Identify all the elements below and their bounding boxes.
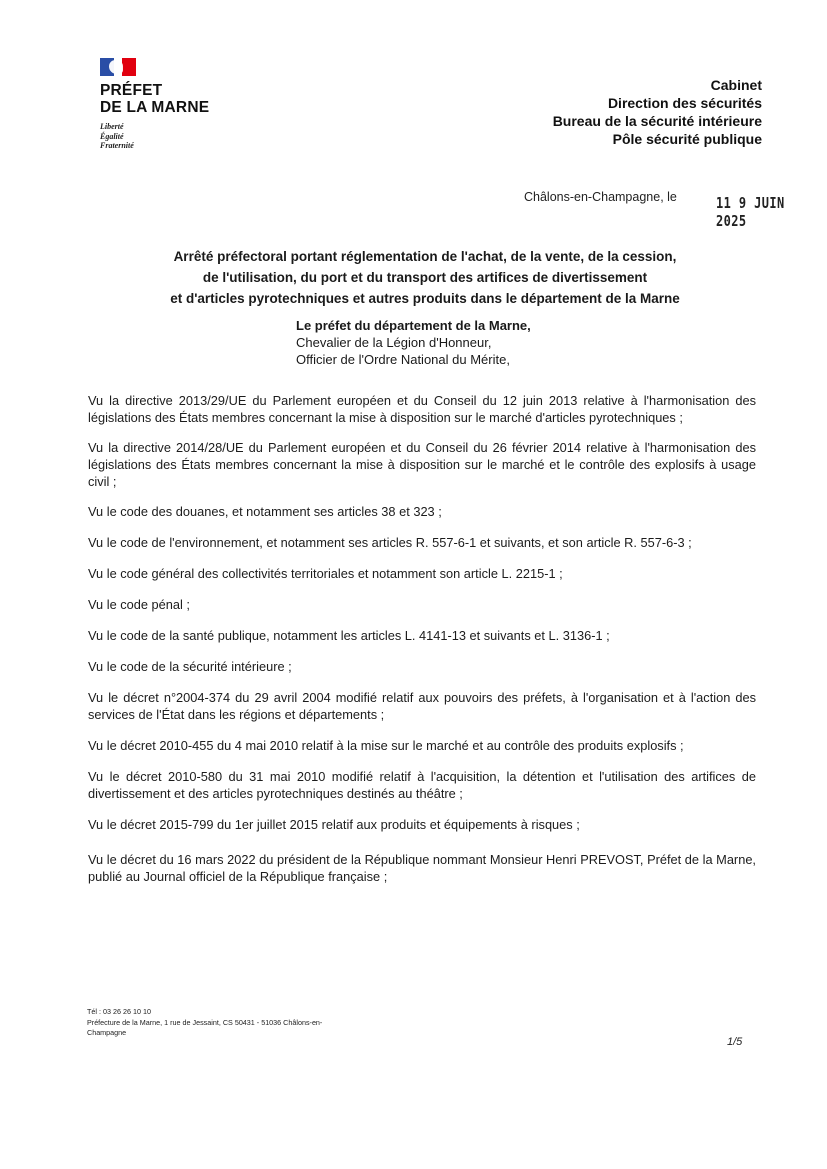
prefect-block	[296, 317, 576, 368]
decree-title-line1: Arrêté préfectoral portant réglementation de l'achat, de la vente, de la cession,	[173, 249, 677, 264]
visa-item: Vu le code de l'environnement, et notamment ses articles R. 557-6-1 et suivants, et son article R. 557-6-3 ;	[88, 535, 692, 550]
visa-item: Vu le décret du 16 mars 2022 du président de la République nommant Monsieur Henri PREVOST, Préfet de la Marne, publié au Journal officiel de la République française ;	[88, 852, 756, 884]
service-cabinet: Cabinet	[710, 77, 762, 93]
date-stamp: 11 9 JUIN 2025	[716, 194, 785, 230]
prefect-honor-2: Officier de l'Ordre National du Mérite,	[296, 352, 510, 367]
issuing-service	[553, 76, 762, 148]
prefecture-logo	[100, 58, 240, 151]
date-place: Châlons-en-Champagne, le	[524, 190, 677, 204]
visa-item: Vu le décret 2015-799 du 1er juillet 2015 relatif aux produits et équipements à risques ;	[88, 817, 580, 832]
footer-address-2: Champagne	[87, 1028, 127, 1037]
visa-item: Vu le code de la santé publique, notamment les articles L. 4141-13 et suivants et L. 3136-1 ;	[88, 628, 610, 643]
service-direction: Direction des sécurités	[607, 95, 762, 111]
page-number: 1/5	[727, 1036, 743, 1048]
visa-item: Vu la directive 2014/28/UE du Parlement européen et du Conseil du 26 février 2014 relative à l'harmonisation des législations des États membres concernant la mise à disposition sur le marché et le contrôle des explosifs à usage civil ;	[88, 440, 756, 489]
prefect-title: Le préfet du département de la Marne,	[296, 318, 531, 333]
service-bureau: Bureau de la sécurité intérieure	[552, 113, 762, 129]
decree-title	[90, 246, 760, 309]
visa-list	[88, 392, 756, 885]
logo-title-line1: PRÉFET	[100, 82, 163, 99]
prefect-honor-1: Chevalier de la Légion d'Honneur,	[296, 335, 492, 350]
visa-item: Vu la directive 2013/29/UE du Parlement européen et du Conseil du 12 juin 2013 relative à l'harmonisation des législations des États membres concernant la mise à disposition sur le marché d'articles pyrotechniques ;	[88, 393, 756, 425]
service-pole: Pôle sécurité publique	[612, 131, 762, 147]
motto-liberte: Liberté	[100, 122, 124, 131]
visa-item: Vu le décret 2010-455 du 4 mai 2010 relatif à la mise sur le marché et au contrôle des produits explosifs ;	[88, 738, 684, 753]
footer-contact	[87, 1007, 322, 1039]
motto-fraternite: Fraternité	[100, 141, 134, 150]
visa-item: Vu le code général des collectivités territoriales et notamment son article L. 2215-1 ;	[88, 566, 563, 581]
logo-title-line2: DE LA MARNE	[100, 99, 210, 116]
visa-item: Vu le code de la sécurité intérieure ;	[88, 659, 292, 674]
marianne-flag-icon	[100, 58, 136, 76]
visa-item: Vu le décret n°2004-374 du 29 avril 2004 modifié relatif aux pouvoirs des préfets, à l'organisation et à l'action des services de l'État dans les régions et départements ;	[88, 690, 756, 722]
footer-address-1: Préfecture de la Marne, 1 rue de Jessaint, CS 50431 - 51036 Châlons-en-	[87, 1017, 323, 1027]
footer-tel: Tél : 03 26 26 10 10	[87, 1007, 151, 1016]
decree-title-line2: de l'utilisation, du port et du transport des artifices de divertissement	[202, 270, 648, 285]
visa-item: Vu le code pénal ;	[88, 597, 190, 612]
motto-egalite: Égalité	[100, 131, 124, 141]
visa-item: Vu le code des douanes, et notamment ses articles 38 et 323 ;	[88, 504, 442, 519]
visa-item: Vu le décret 2010-580 du 31 mai 2010 modifié relatif à l'acquisition, la détention et l'utilisation des artifices de divertissement et des articles pyrotechniques destinés au théâtre ;	[88, 769, 756, 801]
decree-title-line3: et d'articles pyrotechniques et autres produits dans le département de la Marne	[170, 291, 680, 306]
logo-title	[100, 82, 240, 116]
republic-motto	[100, 122, 240, 151]
